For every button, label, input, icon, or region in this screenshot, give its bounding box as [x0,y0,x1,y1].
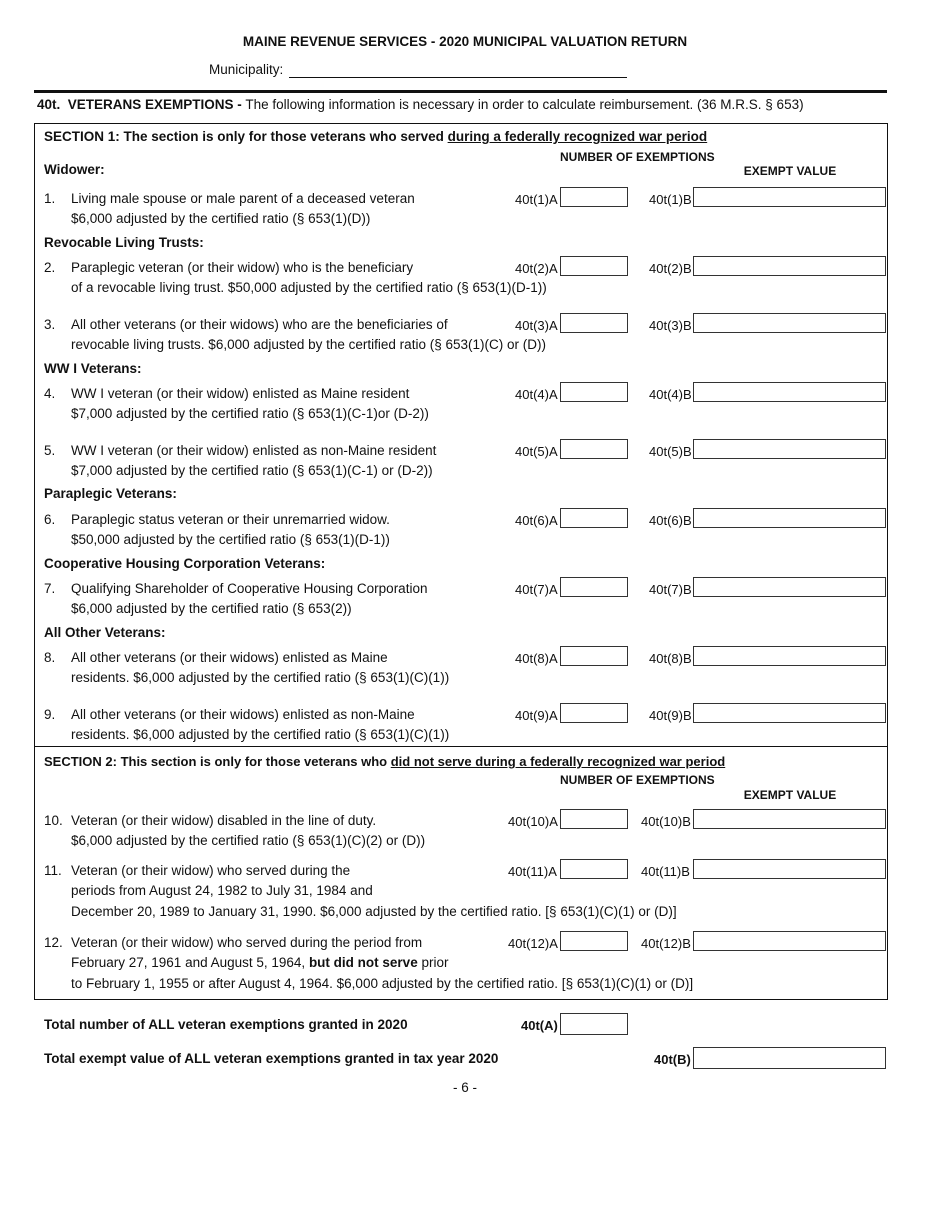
field-code: 40t(9)A [515,708,558,723]
item-number: 7. [44,581,56,596]
intro-text: The following information is necessary in order to calculate reimbursement. (36 M.R.S. § 653) [245,97,804,112]
exemption-count-input[interactable] [560,256,628,276]
section2-col-value: EXEMPT VALUE [743,788,837,802]
total-count-code: 40t(A) [521,1018,558,1033]
section2-heading-text: SECTION 2: This section is only for those veterans who [44,754,391,769]
exemption-count-input[interactable] [560,703,628,723]
exemption-count-input[interactable] [560,646,628,666]
field-code: 40t(12)A [508,936,558,951]
item-text: All other veterans (or their widows) who are the beneficiaries of [71,317,448,332]
total-count-input[interactable] [560,1013,628,1035]
exempt-value-input[interactable] [693,577,886,597]
item-text: December 20, 1989 to January 31, 1990. $6,000 adjusted by the certified ratio. [§ 653(1)(C)(1) or (D)] [71,904,677,919]
section2-heading [44,755,725,768]
ww1-label: WW I Veterans: [44,361,142,376]
exemption-count-input[interactable] [560,187,628,207]
form-title: MAINE REVENUE SERVICES - 2020 MUNICIPAL VALUATION RETURN [242,34,688,49]
exempt-value-input[interactable] [693,809,886,829]
item-number: 6. [44,512,56,527]
item-text: $7,000 adjusted by the certified ratio (§ 653(1)(C-1) or (D-2)) [71,463,433,478]
field-code: 40t(12)B [641,936,691,951]
other-label: All Other Veterans: [44,625,166,640]
exemption-count-input[interactable] [560,313,628,333]
item-number: 4. [44,386,56,401]
field-code: 40t(3)A [515,318,558,333]
field-code: 40t(8)A [515,651,558,666]
field-code: 40t(6)A [515,513,558,528]
section1-col-number: NUMBER OF EXEMPTIONS [560,150,715,164]
exempt-value-input[interactable] [693,313,886,333]
total-count-label: Total number of ALL veteran exemptions granted in 2020 [44,1017,408,1032]
section1-col-value: EXEMPT VALUE [743,164,837,178]
item-text: All other veterans (or their widows) enlisted as non-Maine [71,707,415,722]
item-number: 10. [44,813,63,828]
field-code: 40t(10)B [641,814,691,829]
field-code: 40t(3)B [649,318,692,333]
exempt-value-input[interactable] [693,439,886,459]
exemption-count-input[interactable] [560,382,628,402]
item-number: 3. [44,317,56,332]
item-text: Paraplegic veteran (or their widow) who is the beneficiary [71,260,414,275]
intro-code: 40t. [37,97,61,112]
exempt-value-input[interactable] [693,508,886,528]
exemption-count-input[interactable] [560,439,628,459]
item-text: of a revocable living trust. $50,000 adjusted by the certified ratio (§ 653(1)(D-1)) [71,280,547,295]
item-text-part: prior [417,955,449,970]
item-number: 8. [44,650,56,665]
intro-title: VETERANS EXEMPTIONS - [67,97,242,112]
page-number: - 6 - [452,1080,477,1095]
coop-label: Cooperative Housing Corporation Veterans: [44,556,326,571]
exempt-value-input[interactable] [693,256,886,276]
field-code: 40t(7)A [515,582,558,597]
item-text: revocable living trusts. $6,000 adjusted by the certified ratio (§ 653(1)(C) or (D)) [71,337,546,352]
item-text: periods from August 24, 1982 to July 31, 1984 and [71,883,373,898]
revocable-label: Revocable Living Trusts: [44,235,204,250]
item-number: 1. [44,191,56,206]
field-code: 40t(11)B [641,864,690,879]
item-text: Veteran (or their widow) who served during the period from [71,935,423,950]
section1-heading-text: SECTION 1: The section is only for those veterans who served [44,129,448,144]
item-text: WW I veteran (or their widow) enlisted as non-Maine resident [71,443,437,458]
field-code: 40t(1)A [515,192,558,207]
widower-label: Widower: [44,162,105,177]
item-text: Living male spouse or male parent of a deceased veteran [71,191,415,206]
item-text: Qualifying Shareholder of Cooperative Housing Corporation [71,581,428,596]
item-text: residents. $6,000 adjusted by the certified ratio (§ 653(1)(C)(1)) [71,670,450,685]
section2-heading-underline: did not serve during a federally recognized war period [390,754,726,769]
item-text: Veteran (or their widow) who served during the [71,863,351,878]
item-text: $6,000 adjusted by the certified ratio (§ 653(1)(C)(2) or (D)) [71,833,426,848]
item-text-part: February 27, 1961 and August 5, 1964, [71,955,309,970]
exemption-count-input[interactable] [560,508,628,528]
field-code: 40t(1)B [649,192,692,207]
item-number: 2. [44,260,56,275]
section1-heading [44,130,707,144]
field-code: 40t(2)B [649,261,692,276]
section1-heading-underline: during a federally recognized war period [447,129,708,144]
exempt-value-input[interactable] [693,187,886,207]
field-code: 40t(11)A [508,864,557,879]
exempt-value-input[interactable] [693,382,886,402]
item-number: 11. [44,863,62,878]
item-text: $6,000 adjusted by the certified ratio (§ 653(1)(D)) [71,211,371,226]
item-text: to February 1, 1955 or after August 4, 1964. $6,000 adjusted by the certified ratio. [§ 653(1)(C)(1) or (D)] [71,976,694,991]
field-code: 40t(8)B [649,651,692,666]
paraplegic-label: Paraplegic Veterans: [44,486,177,501]
item-text: Veteran (or their widow) disabled in the line of duty. [71,813,377,828]
field-code: 40t(9)B [649,708,692,723]
exemption-count-input[interactable] [560,931,628,951]
item-text: Paraplegic status veteran or their unremarried widow. [71,512,390,527]
field-code: 40t(6)B [649,513,692,528]
field-code: 40t(7)B [649,582,692,597]
exemption-count-input[interactable] [560,809,628,829]
item-text: $6,000 adjusted by the certified ratio (§ 653(2)) [71,601,352,616]
item-number: 5. [44,443,56,458]
exemption-count-input[interactable] [560,859,628,879]
municipality-label: Municipality: [209,62,284,77]
field-code: 40t(4)A [515,387,558,402]
total-value-code: 40t(B) [654,1052,691,1067]
municipality-underline [289,77,627,78]
exempt-value-input[interactable] [693,859,886,879]
section2-col-number: NUMBER OF EXEMPTIONS [560,773,715,787]
total-value-label: Total exempt value of ALL veteran exemptions granted in tax year 2020 [44,1051,499,1066]
exemption-count-input[interactable] [560,577,628,597]
header-rule [34,90,887,93]
item-number: 9. [44,707,56,722]
exempt-value-input[interactable] [693,646,886,666]
field-code: 40t(4)B [649,387,692,402]
field-code: 40t(2)A [515,261,558,276]
item-text: residents. $6,000 adjusted by the certified ratio (§ 653(1)(C)(1)) [71,727,450,742]
item-number: 12. [44,935,63,950]
item-text: WW I veteran (or their widow) enlisted as Maine resident [71,386,410,401]
field-code: 40t(5)B [649,444,692,459]
intro-line [37,98,804,112]
section-divider [34,746,888,747]
item-text-bold: but did not serve [308,955,418,970]
item-text [71,956,448,970]
exempt-value-input[interactable] [693,931,886,951]
item-text: All other veterans (or their widows) enlisted as Maine [71,650,388,665]
field-code: 40t(5)A [515,444,558,459]
exempt-value-input[interactable] [693,703,886,723]
field-code: 40t(10)A [508,814,558,829]
total-value-input[interactable] [693,1047,886,1069]
item-text: $50,000 adjusted by the certified ratio (§ 653(1)(D-1)) [71,532,390,547]
item-text: $7,000 adjusted by the certified ratio (§ 653(1)(C-1)or (D-2)) [71,406,429,421]
